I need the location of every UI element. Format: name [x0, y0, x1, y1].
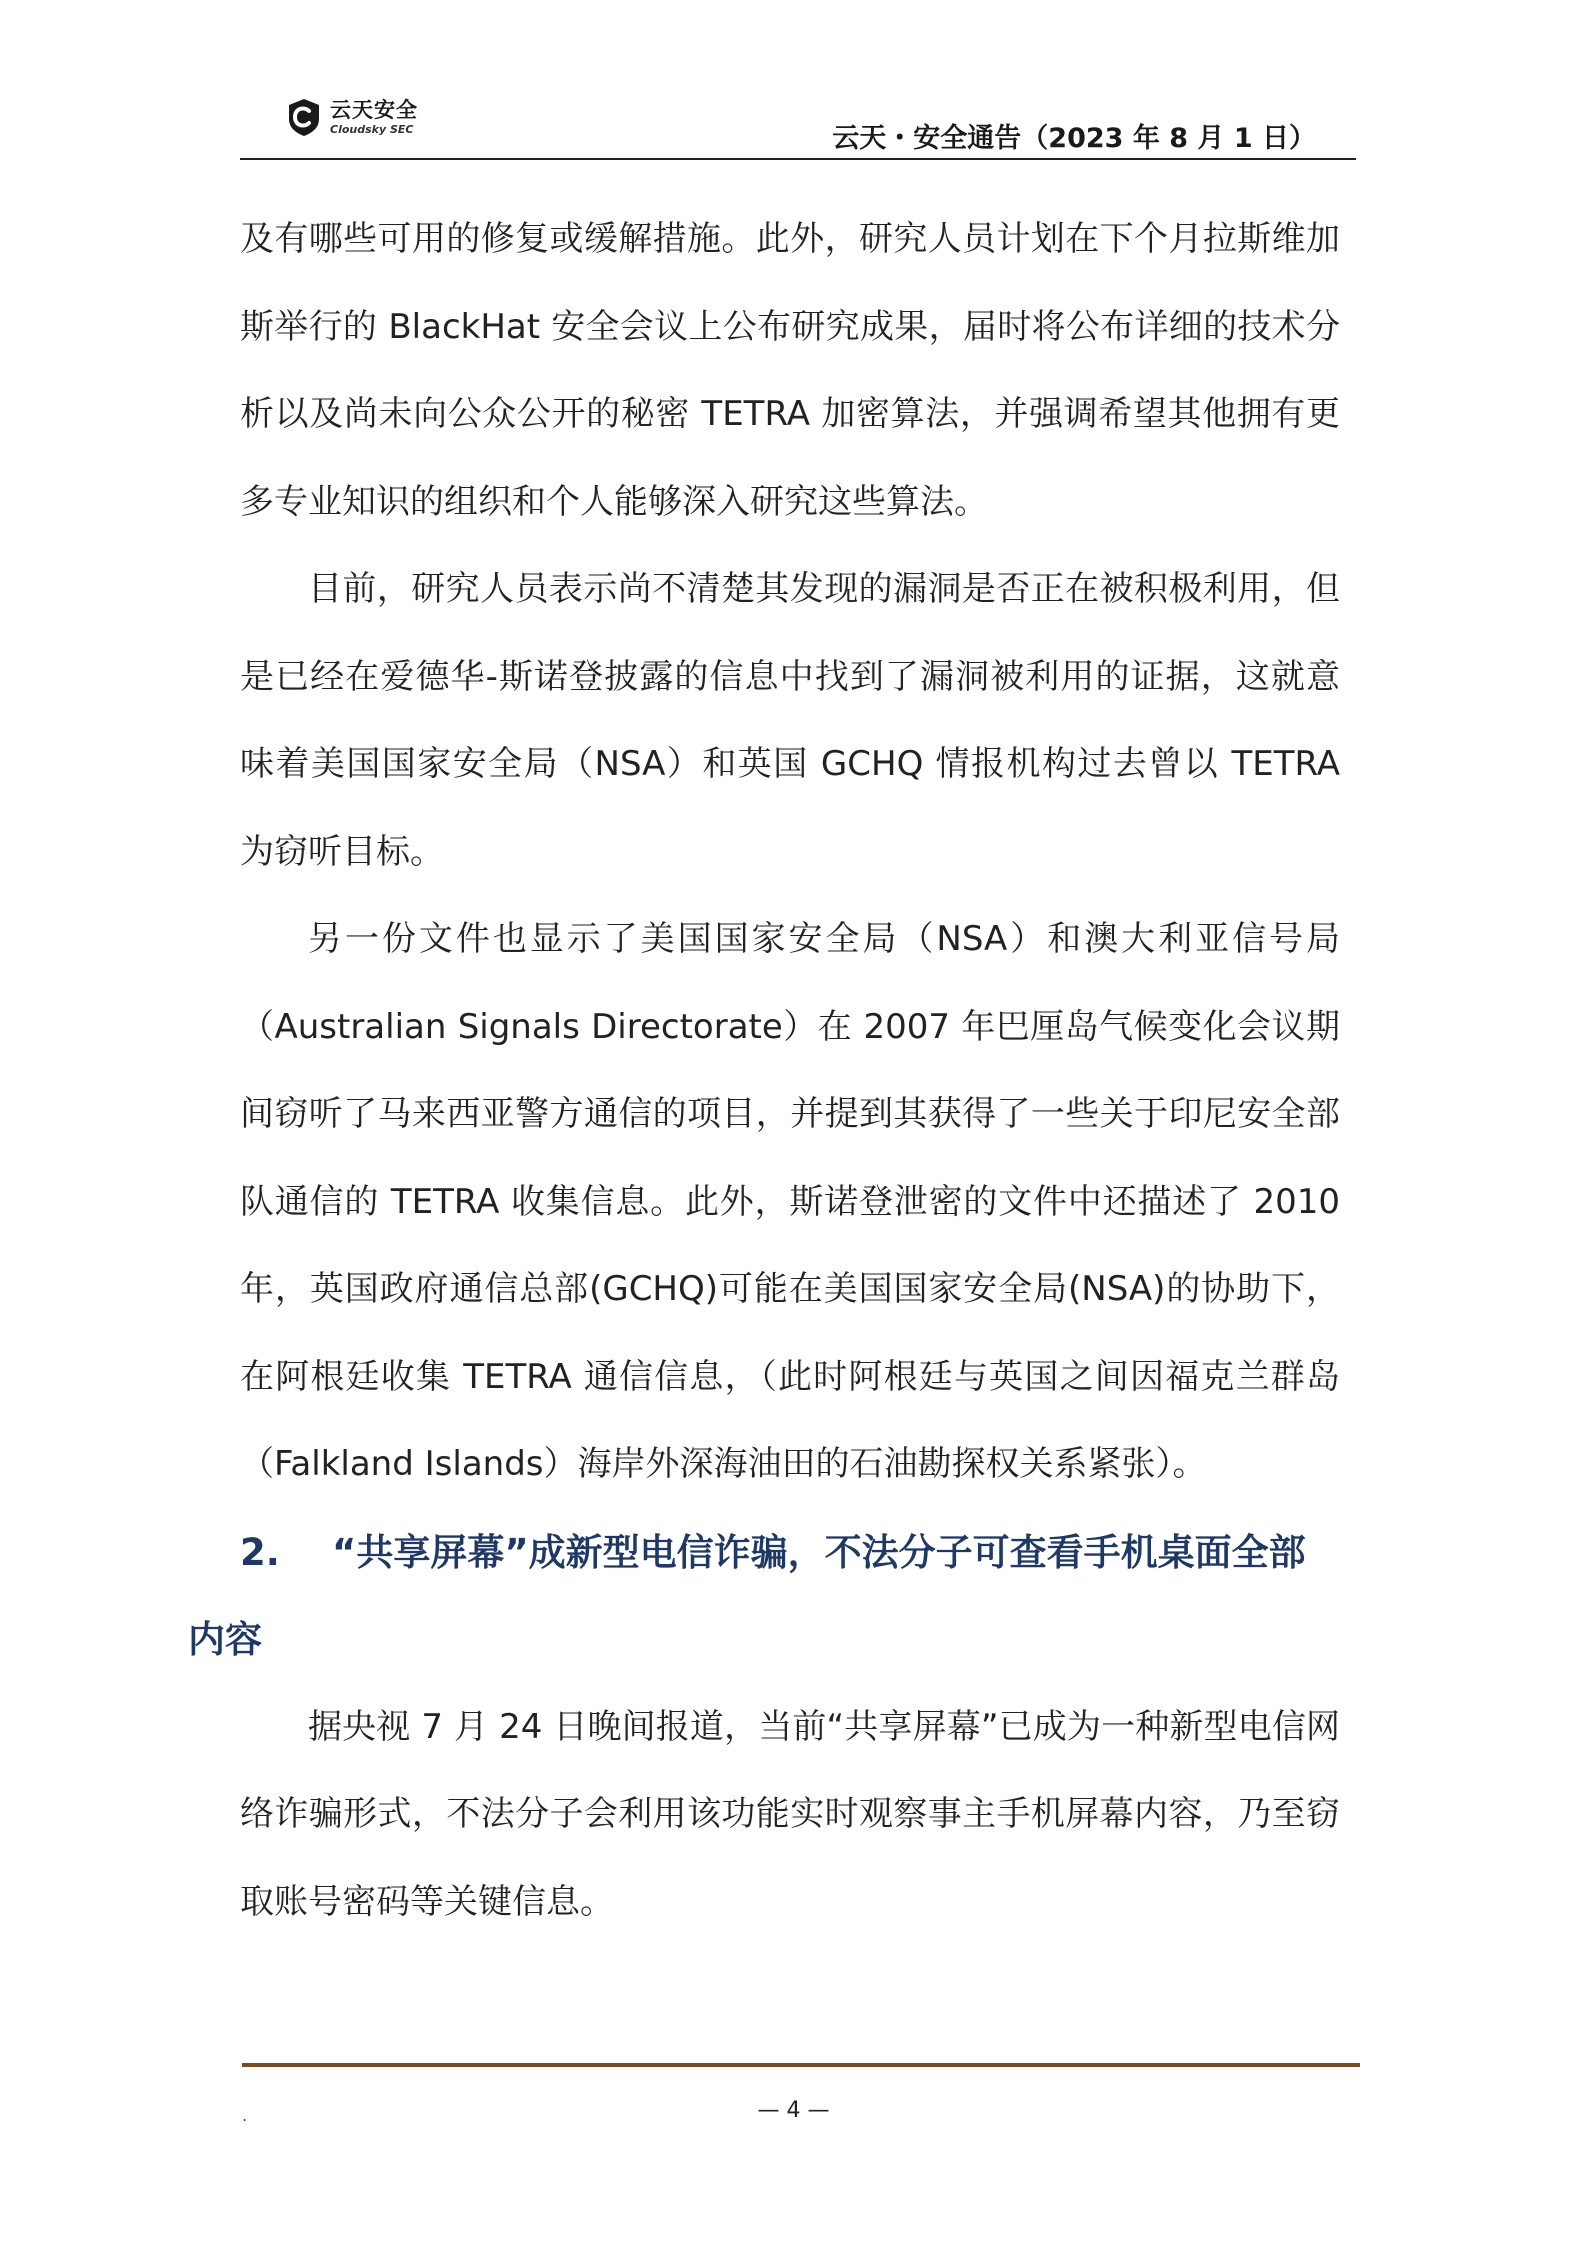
cloudsky-logo-icon — [284, 97, 324, 137]
paragraph-continued: 及有哪些可用的修复或缓解措施。此外，研究人员计划在下个月拉斯维加斯举行的 BlackHat 安全会议上公布研究成果，届时将公布详细的技术分析以及尚未向公众公开的秘密 TETRA 加密算法，并强调希望其他拥有更多专业知识的组织和个人能够深入研究这些算法。 — [240, 219, 1340, 522]
paragraph-exploitation-evidence: 目前，研究人员表示尚不清楚其发现的漏洞是否正在被积极利用，但是已经在爱德华-斯诺登披露的信息中找到了漏洞被利用的证据，这就意味着美国国家安全局（NSA）和英国 GCHQ 情报机构过去曾以 TETRA 为窃听目标。 — [240, 569, 1340, 872]
bulletin-title: 云天・安全通告（2023 年 8 月 1 日） — [832, 123, 1316, 154]
footer-mark: . — [242, 2106, 248, 2125]
section-number: 2. — [240, 1530, 280, 1574]
page-number: — 4 — — [757, 2098, 830, 2123]
section-title: “共享屏幕”成新型电信诈骗，不法分子可查看手机桌面全部内容 — [188, 1530, 1306, 1661]
logo-chinese-name: 云天安全 — [330, 97, 418, 122]
document-body — [188, 196, 1340, 1946]
logo-text — [330, 97, 418, 136]
paragraph-surveillance-documents: 另一份文件也显示了美国国家安全局（NSA）和澳大利亚信号局（Australian Signals Directorate）在 2007 年巴厘岛气候变化会议期间窃听了马来西亚警方通信的项目，并提到其获得了一些关于印尼安全部队通信的 TETRA 收集信息。此外，斯诺登泄密的文件中还描述了 2010 年，英国政府通信总部(GCHQ)可能在美国国家安全局(NSA)的协助下，在阿根廷收集 TETRA 通信信息，（此时阿根廷与英国之间因福克兰群岛（Falkland Islands）海岸外深海油田的石油勘探权关系紧张）。 — [240, 919, 1340, 1484]
page-header — [240, 88, 1356, 160]
company-logo — [284, 92, 418, 142]
footer-divider — [242, 2063, 1360, 2067]
paragraph-screen-sharing-fraud: 据央视 7 月 24 日晚间报道，当前“共享屏幕”已成为一种新型电信网络诈骗形式，不法分子会利用该功能实时观察事主手机屏幕内容，乃至窃取账号密码等关键信息。 — [240, 1706, 1340, 1922]
section-heading — [188, 1509, 1340, 1684]
logo-english-name: Cloudsky SEC — [330, 122, 414, 136]
